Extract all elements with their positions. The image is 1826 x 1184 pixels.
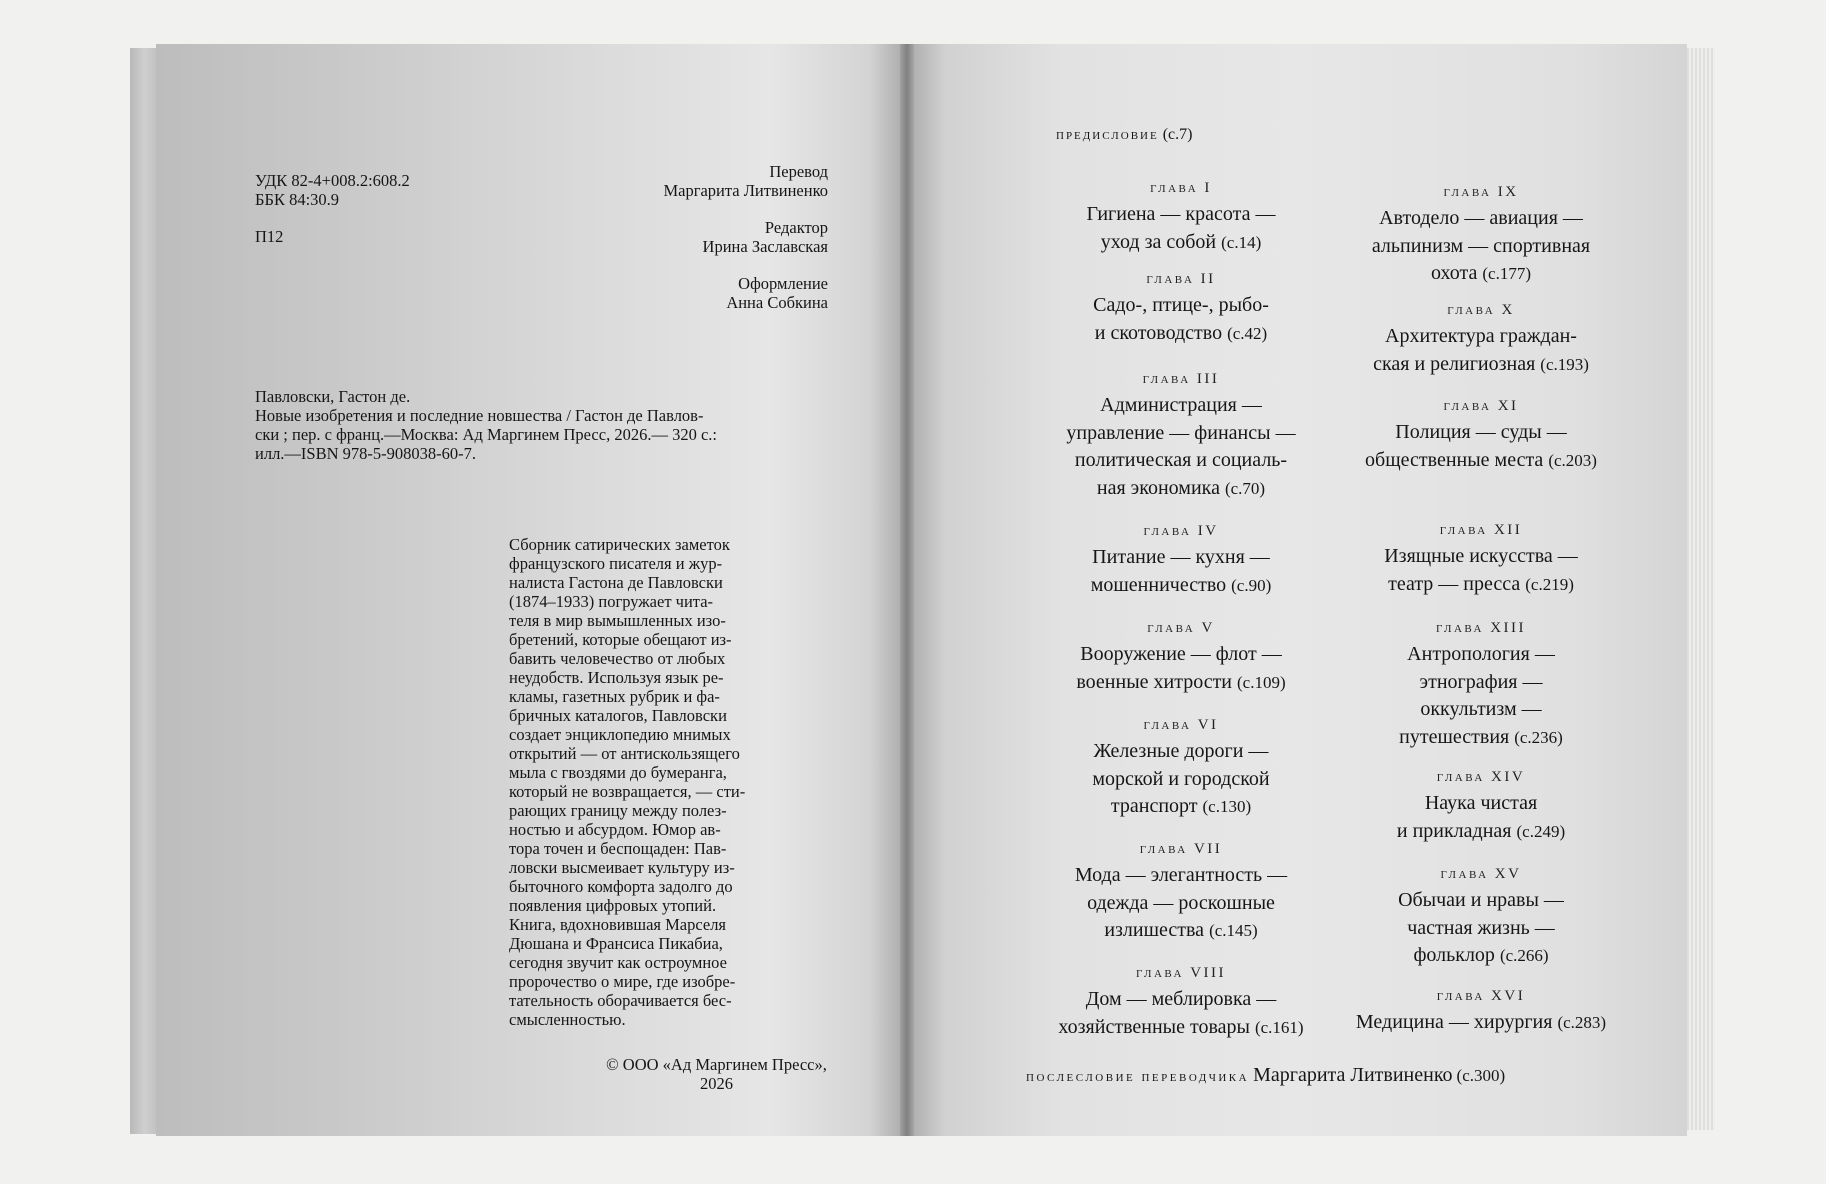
toc-chapter — [1336, 397, 1626, 474]
chapter-title — [1336, 1009, 1626, 1037]
catalog-line: илл.—ISBN 978-5-908038-60-7. — [255, 444, 476, 463]
page-edge-right — [1687, 48, 1715, 1130]
catalog-line: Павловски, Гастон де. — [255, 387, 411, 406]
chapter-title — [1036, 392, 1326, 502]
annotation-line: кламы, газетных рубрик и фа- — [509, 687, 720, 706]
annotation — [509, 535, 779, 1029]
chapter-label: глава VI — [1143, 717, 1219, 733]
credit-name: Ирина Заславская — [702, 237, 828, 256]
annotation-line: бретений, которые обещают из- — [509, 630, 732, 649]
chapter-title — [1336, 790, 1626, 845]
chapter-label: глава IV — [1143, 523, 1219, 539]
chapter-title-line: и прикладная (с.249) — [1396, 819, 1566, 842]
annotation-line: Книга, вдохновившая Марселя — [509, 915, 727, 934]
copyright-line: © ООО «Ад Маргинем Пресс», — [606, 1055, 827, 1074]
chapter-title — [1036, 641, 1326, 696]
chapter-title-line: оккультизм — — [1420, 698, 1542, 720]
chapter-page: (с.249) — [1516, 821, 1566, 841]
annotation-line: рающих границу между полез- — [509, 801, 727, 820]
chapter-title-line: альпинизм — спортивная — [1371, 234, 1591, 257]
chapter-title — [1336, 641, 1626, 751]
chapter-title-line: Изящные искусства — — [1384, 545, 1578, 567]
annotation-line: ловски высмеивает культуру из- — [509, 858, 735, 877]
chapter-page: (с.90) — [1231, 575, 1272, 595]
chapter-title-line: политическая и социаль- — [1074, 449, 1288, 471]
afterword-label: послесловие переводчика — [1026, 1069, 1250, 1085]
author-mark: П12 — [255, 227, 284, 246]
left-page — [156, 44, 906, 1136]
chapter-title-line: управление — финансы — — [1066, 421, 1296, 444]
chapter-label: глава II — [1146, 271, 1216, 287]
chapter-page: (с.283) — [1557, 1013, 1607, 1032]
chapter-title — [1336, 419, 1626, 474]
chapter-title-line: Автодело — авиация — — [1379, 207, 1583, 229]
chapter-page: (с.203) — [1548, 450, 1597, 470]
annotation-line: который не возвращается, — сти- — [509, 782, 746, 801]
chapter-title-line: охота (с.177) — [1431, 262, 1531, 284]
chapter-label: глава XV — [1440, 866, 1522, 882]
credit-translation — [596, 162, 828, 200]
toc-chapter — [1336, 865, 1626, 970]
annotation-line: мыла с гвоздями до бумеранга, — [509, 763, 727, 782]
credits — [596, 162, 828, 330]
annotation-line: бричных каталогов, Павловски — [509, 706, 727, 725]
annotation-line: тательность оборачивается бес- — [509, 991, 732, 1010]
credit-name: Маргарита Литвиненко — [663, 181, 828, 200]
toc-chapter — [1036, 270, 1326, 347]
chapter-page: (с.266) — [1499, 946, 1549, 965]
annotation-line: Дюшана и Франсиса Пикабиа, — [509, 934, 723, 953]
chapter-title-line: мошенничество (с.90) — [1090, 573, 1272, 596]
chapter-label: глава I — [1150, 180, 1212, 196]
annotation-line: появления цифровых утопий. — [509, 896, 717, 915]
annotation-line: быточного комфорта задолго до — [509, 877, 733, 896]
chapter-title-line: Мода — элегантность — — [1074, 864, 1288, 886]
toc-chapter — [1336, 301, 1626, 378]
book-spine — [900, 44, 914, 1136]
chapter-label: глава XVI — [1436, 988, 1526, 1004]
annotation-line: открытий — от антискользящего — [509, 744, 740, 763]
chapter-title — [1336, 543, 1626, 598]
chapter-label: глава X — [1447, 302, 1515, 318]
chapter-title-line: ная экономика (с.70) — [1096, 476, 1266, 499]
annotation-line: сегодня звучит как остроумное — [509, 953, 727, 972]
chapter-title-line: этнография — — [1419, 670, 1543, 693]
chapter-title-line: транспорт (с.130) — [1110, 795, 1252, 817]
chapter-title-line: и скотоводство (с.42) — [1094, 321, 1268, 344]
chapter-title-line: Медицина — хирургия (с.283) — [1355, 1011, 1607, 1033]
toc-chapter — [1336, 987, 1626, 1037]
chapter-title-line: одежда — роскошные — [1087, 891, 1275, 914]
chapter-page: (с.14) — [1221, 232, 1262, 252]
page-edge-left — [130, 48, 156, 1134]
chapter-title-line: Архитектура граждан- — [1385, 325, 1577, 347]
chapter-label: глава XII — [1439, 522, 1523, 538]
annotation-line: французского писателя и жур- — [509, 554, 723, 573]
annotation-line: ностью и абсурдом. Юмор ав- — [509, 820, 721, 839]
chapter-title-line: Полиция — суды — — [1395, 421, 1567, 443]
chapter-title — [1036, 544, 1326, 599]
chapter-title-line: Обычаи и нравы — — [1398, 889, 1564, 911]
chapter-title-line: Антропология — — [1407, 643, 1555, 665]
chapter-label: глава VIII — [1135, 965, 1227, 981]
annotation-line: пророчество о мире, где изобре- — [509, 972, 736, 991]
chapter-title-line: Вооружение — флот — — [1080, 643, 1282, 665]
chapter-page: (с.193) — [1540, 354, 1589, 374]
chapter-title-line: театр — пресса (с.219) — [1388, 572, 1574, 595]
chapter-title — [1036, 292, 1326, 347]
afterword-page: (с.300) — [1456, 1066, 1506, 1085]
chapter-title-line: Железные дороги — — [1093, 740, 1269, 762]
chapter-page: (с.70) — [1224, 478, 1266, 498]
annotation-line: (1874–1933) погружает чита- — [509, 592, 714, 611]
chapter-page: (с.109) — [1237, 672, 1286, 692]
toc-chapter — [1336, 521, 1626, 598]
annotation-line: неудобств. Используя язык ре- — [509, 668, 724, 687]
udk-code: УДК 82-4+008.2:608.2 — [255, 171, 410, 190]
chapter-title-line: ская и религиозная (с.193) — [1373, 352, 1589, 375]
toc-chapter — [1036, 370, 1326, 502]
chapter-title-line: Садо-, птице-, рыбо- — [1093, 294, 1269, 316]
credit-name: Анна Собкина — [726, 293, 828, 312]
chapter-title — [1336, 205, 1626, 288]
chapter-label: глава XIV — [1436, 769, 1526, 785]
chapter-page: (с.236) — [1514, 727, 1563, 747]
toc-chapter — [1036, 522, 1326, 599]
chapter-label: глава V — [1147, 620, 1215, 636]
chapter-title-line: Наука чистая — [1424, 792, 1538, 814]
chapter-title-line: излишества (с.145) — [1104, 919, 1258, 941]
chapter-title-line: военные хитрости (с.109) — [1076, 670, 1286, 693]
credit-role: Оформление — [738, 274, 828, 293]
right-page — [906, 44, 1687, 1136]
afterword-author: Маргарита Литвиненко — [1253, 1064, 1453, 1086]
chapter-title-line: фольклор (с.266) — [1413, 944, 1549, 966]
chapter-label: глава III — [1142, 371, 1220, 387]
preface-label: предисловие — [1056, 126, 1159, 143]
credit-role: Перевод — [769, 162, 828, 181]
catalog-line: Новые изобретения и последние новшества / Гастон де Павлов- — [255, 406, 704, 425]
credit-role: Редактор — [764, 218, 828, 237]
annotation-line: создает энциклопедию мнимых — [509, 725, 731, 744]
annotation-line: тора точен и беспощаден: Пав- — [509, 839, 727, 858]
toc-chapter — [1036, 619, 1326, 696]
chapter-title-line: частная жизнь — — [1407, 916, 1555, 939]
chapter-title-line: Дом — меблировка — — [1085, 988, 1277, 1010]
toc-chapter — [1336, 619, 1626, 751]
toc-chapter — [1036, 840, 1326, 945]
chapter-page: (с.42) — [1227, 323, 1268, 343]
chapter-title-line: путешествия (с.236) — [1399, 725, 1563, 748]
toc-chapter — [1336, 768, 1626, 845]
chapter-title-line: Администрация — — [1100, 394, 1262, 416]
open-book — [130, 44, 1715, 1136]
toc-afterword — [1026, 1064, 1505, 1087]
credit-editor — [596, 218, 828, 256]
chapter-title — [1336, 887, 1626, 970]
chapter-title-line: общественные места (с.203) — [1365, 448, 1597, 471]
annotation-line: Сборник сатирических заметок — [509, 535, 730, 554]
bbk-code: ББК 84:30.9 — [255, 190, 340, 209]
chapter-title — [1036, 201, 1326, 256]
chapter-label: глава XI — [1443, 398, 1519, 414]
copyright-line: 2026 — [700, 1074, 733, 1093]
chapter-title-line: уход за собой (с.14) — [1100, 230, 1262, 253]
chapter-title — [1036, 738, 1326, 821]
chapter-label: глава VII — [1139, 841, 1223, 857]
chapter-page: (с.145) — [1209, 921, 1258, 940]
annotation-line: смысленностью. — [509, 1010, 626, 1029]
chapter-page: (с.130) — [1202, 797, 1252, 816]
chapter-title-line: Питание — кухня — — [1092, 546, 1270, 568]
copyright — [604, 1055, 829, 1093]
toc-preface — [1056, 126, 1192, 144]
chapter-title — [1336, 323, 1626, 378]
catalog-record — [255, 387, 785, 463]
chapter-page: (с.161) — [1254, 1017, 1304, 1037]
chapter-title — [1036, 862, 1326, 945]
chapter-title-line: Гигиена — красота — — [1086, 203, 1276, 225]
annotation-line: налиста Гастона де Павловски — [509, 573, 723, 592]
chapter-title-line: хозяйственные товары (с.161) — [1058, 1015, 1304, 1038]
annotation-line: бавить человечество от любых — [509, 649, 726, 668]
toc-chapter — [1336, 183, 1626, 288]
toc-chapter — [1036, 716, 1326, 821]
chapter-title-line: морской и городской — [1092, 767, 1270, 790]
chapter-label: глава IX — [1443, 184, 1519, 200]
credit-design — [596, 274, 828, 312]
preface-page: (с.7) — [1162, 126, 1193, 143]
chapter-label: глава XIII — [1435, 620, 1527, 636]
catalog-line: ски ; пер. с франц.—Москва: Ад Маргинем Пресс, 2026.— 320 с.: — [255, 425, 717, 444]
bibliographic-codes — [255, 171, 410, 246]
chapter-page: (с.219) — [1525, 574, 1574, 594]
chapter-page: (с.177) — [1482, 264, 1531, 283]
annotation-line: теля в мир вымышленных изо- — [509, 611, 726, 630]
chapter-title — [1036, 986, 1326, 1041]
toc-chapter — [1036, 964, 1326, 1041]
toc-chapter — [1036, 179, 1326, 256]
